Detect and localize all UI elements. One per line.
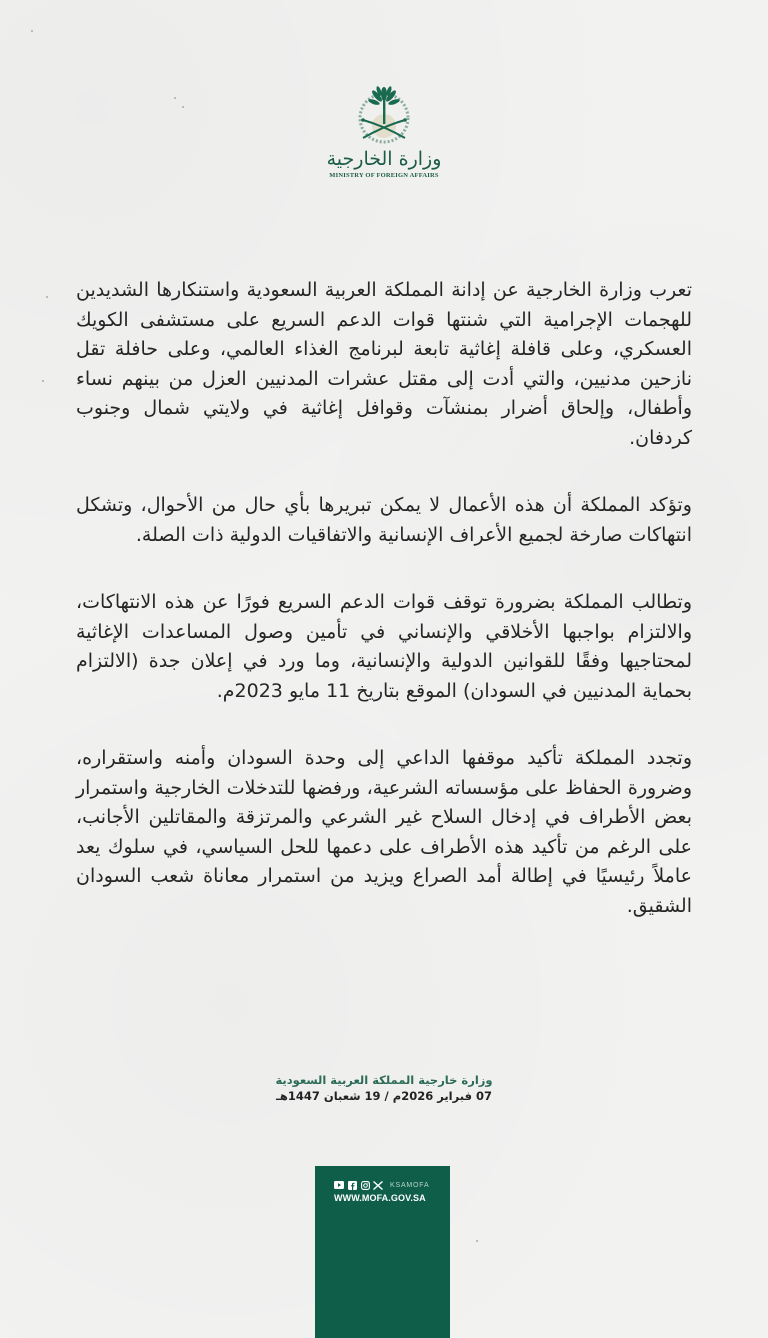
paragraph-demands: وتطالب المملكة بضرورة توقف قوات الدعم السريع فورًا عن هذه الانتهاكات، والالتزام بواجبها الأخلاقي والإنساني في تأمين وصول المساعدات الإغاثية لمحتاجيها وفقًا للقوانين الدولية والإنسانية، وما ورد في إعلان جدة (الالتزام بحماية المدنيين في السودان) الموقع بتاريخ 11 مايو 2023م.	[76, 591, 692, 702]
instagram-icon[interactable]	[360, 1181, 370, 1190]
facebook-icon[interactable]	[347, 1181, 357, 1190]
signature-block	[0, 1072, 768, 1104]
website-link[interactable]: WWW.MOFA.GOV.SA	[334, 1193, 426, 1203]
paper-speck	[42, 380, 44, 382]
logo-english-name: MINISTRY OF FOREIGN AFFAIRS	[329, 172, 439, 179]
paper-speck	[476, 1240, 478, 1242]
x-icon[interactable]	[373, 1181, 383, 1190]
paragraph-condemnation: تعرب وزارة الخارجية عن إدانة المملكة العربية السعودية واستنكارها الشديدين للهجمات الإجرامية التي شنتها قوات الدعم السريع على مستشفى الكويك العسكري، وعلى قافلة إغاثية تابعة لبرنامج الغذاء العالمي، وعلى حافلة تقل نازحين مدنيين، والتي أدت إلى مقتل عشرات المدنيين العزل من بينهم نساء وأطفال، وإلحاق أضرار بمنشآت وقوافل إغاثية في ولايتي شمال وجنوب كردفان.	[76, 279, 692, 449]
logo-arabic-name: وزارة الخارجية	[326, 148, 442, 170]
ministry-logo	[326, 82, 442, 179]
paper-speck	[174, 97, 176, 99]
signature-organization: وزارة خارجية المملكة العربية السعودية	[275, 1073, 493, 1087]
signature-date: 07 فبراير 2026م / 19 شعبان 1447هـ	[275, 1089, 493, 1103]
paper-speck	[31, 30, 33, 32]
paragraph-sudan-unity: وتجدد المملكة تأكيد موقفها الداعي إلى وحدة السودان وأمنه واستقراره، وضرورة الحفاظ على مؤسساته الشرعية، ورفضها للتدخلات الخارجية واستمرار بعض الأطراف في إدخال السلاح غير الشرعي والمرتزقة والمقاتلين الأجانب، على الرغم من تأكيد هذه الأطراف على دعمها للحل السياسي، في سلوك يعد عاملاً رئيسيًا في إطالة أمد الصراع ويزيد من استمرار معاناة شعب السودان الشقيق.	[76, 747, 692, 917]
social-handle: KSAMOFA	[390, 1181, 430, 1189]
social-links	[334, 1179, 429, 1191]
paper-speck	[182, 106, 184, 108]
statement-body	[76, 276, 692, 951]
saudi-emblem-icon	[349, 82, 419, 146]
paragraph-violations: وتؤكد المملكة أن هذه الأعمال لا يمكن تبريرها بأي حال من الأحوال، وتشكل انتهاكات صارخة لجميع الأعراف الإنسانية والاتفاقيات الدولية ذات الصلة.	[76, 494, 692, 546]
paper-speck	[46, 296, 48, 298]
youtube-icon[interactable]	[334, 1181, 344, 1190]
footer-contact-tag	[315, 1166, 450, 1338]
